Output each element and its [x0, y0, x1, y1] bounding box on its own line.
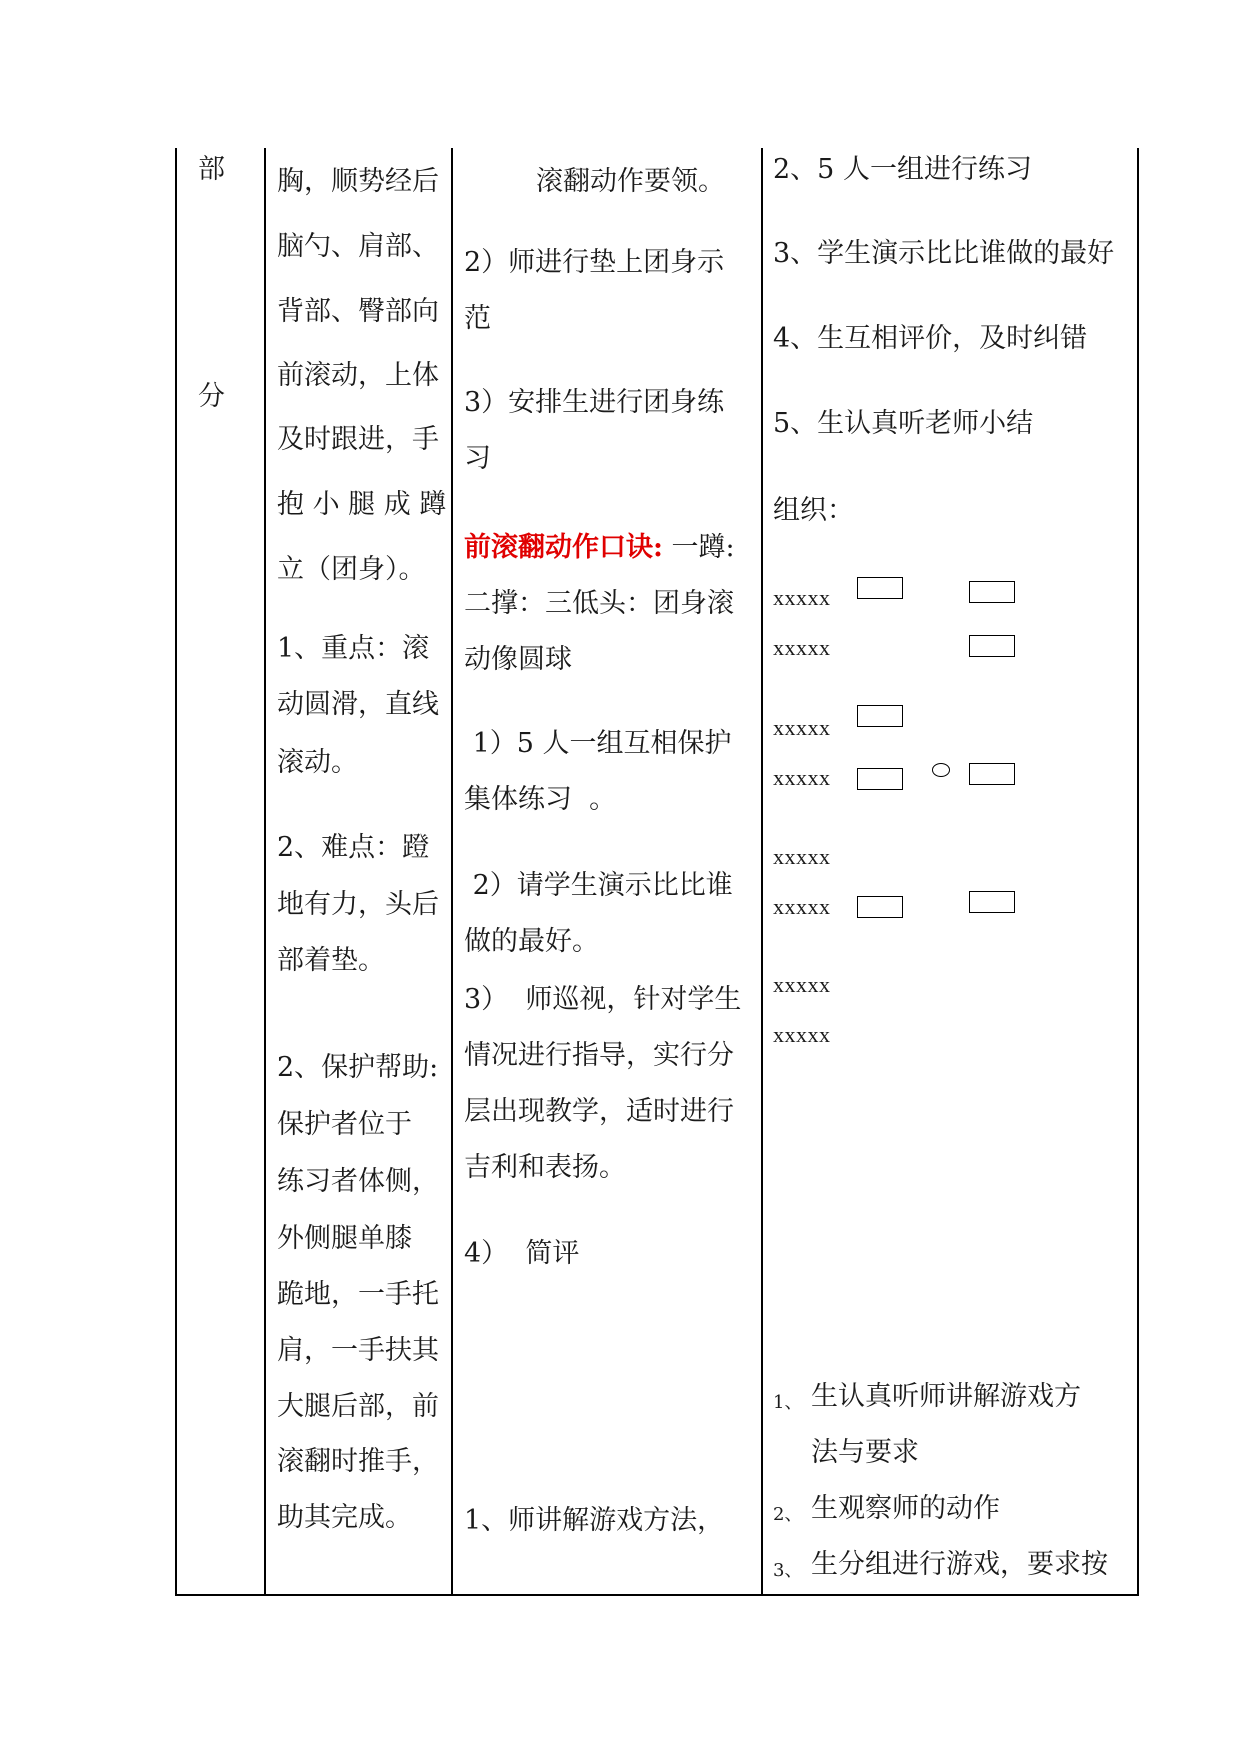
table-divider-3 — [761, 148, 763, 1596]
text-line: 5、生认真听老师小结 — [773, 408, 1034, 439]
key-point-heading: 1、重点：滚 — [277, 633, 430, 664]
table-border-right — [1137, 148, 1139, 1596]
text-line: 法与要求 — [811, 1437, 919, 1468]
mat-box — [857, 768, 903, 790]
mat-box — [969, 581, 1015, 603]
text-line: 立（团身）。 — [277, 554, 426, 585]
text-line: 3、学生演示比比谁做的最好 — [773, 238, 1115, 269]
difficulty-heading: 2、难点：蹬 — [277, 832, 430, 863]
text-line: 3） 师巡视，针对学生 — [464, 984, 742, 1015]
text-line: 情况进行指导，实行分 — [464, 1040, 734, 1071]
table-border-left — [175, 148, 177, 1596]
text-line: 动像圆球 — [464, 644, 572, 675]
text-line: 滚翻动作要领。 — [536, 166, 725, 197]
mat-box — [857, 577, 903, 599]
student-row: xxxxx — [773, 844, 831, 869]
student-row: xxxxx — [773, 715, 831, 740]
text-line: 习 — [464, 443, 491, 474]
student-row: xxxxx — [773, 972, 831, 997]
text-line: 外侧腿单膝 — [277, 1223, 412, 1254]
mnemonic-text: 一蹲: — [662, 532, 735, 563]
list-number: 2、 — [773, 1504, 803, 1525]
text-line: 二撑：三低头：团身滚 — [464, 588, 734, 619]
text-line: 及时跟进，手 — [277, 424, 439, 455]
section-char-bu: 部 — [198, 154, 225, 185]
mnemonic-line — [464, 533, 735, 563]
list-number: 1、 — [773, 1392, 803, 1413]
table-divider-2 — [451, 148, 453, 1596]
text-line: 脑勺、肩部、 — [277, 231, 439, 262]
list-number: 3、 — [773, 1560, 803, 1581]
student-row: xxxxx — [773, 1022, 831, 1047]
mat-box — [857, 705, 903, 727]
text-line: 3）安排生进行团身练 — [464, 387, 725, 418]
text-line: 2）请学生演示比比谁 — [464, 870, 733, 901]
text-line: 1）5 人一组互相保护 — [464, 728, 732, 759]
text-line: 抱 小 腿 成 蹲 — [277, 489, 447, 520]
table-divider-1 — [264, 148, 266, 1596]
protection-heading: 2、保护帮助: — [277, 1052, 439, 1083]
text-line: 胸，顺势经后 — [277, 166, 439, 197]
text-line: 部着垫。 — [277, 945, 385, 976]
text-line: 生认真听师讲解游戏方 — [811, 1381, 1081, 1412]
text-line: 滚翻时推手， — [277, 1446, 439, 1477]
text-line: 保护者位于 — [277, 1109, 412, 1140]
mat-box — [969, 763, 1015, 785]
section-char-fen: 分 — [198, 381, 225, 412]
text-line: 集体练习 。 — [464, 784, 617, 815]
student-row: xxxxx — [773, 894, 831, 919]
text-line: 4、生互相评价，及时纠错 — [773, 323, 1088, 354]
text-line: 层出现教学，适时进行 — [464, 1096, 734, 1127]
mat-box — [857, 896, 903, 918]
text-line: 吉利和表扬。 — [464, 1152, 626, 1183]
text-line: 生观察师的动作 — [811, 1493, 1000, 1524]
text-line: 大腿后部，前 — [277, 1391, 439, 1422]
text-line: 练习者体侧， — [277, 1166, 439, 1197]
text-line: 1、师讲解游戏方法， — [464, 1505, 725, 1536]
student-row: xxxxx — [773, 585, 831, 610]
table-border-bottom — [175, 1594, 1139, 1596]
text-line: 2、5 人一组进行练习 — [773, 154, 1032, 185]
text-line: 地有力，头后 — [277, 889, 439, 920]
organization-label: 组织： — [773, 495, 854, 526]
text-line: 肩，一手扶其 — [277, 1335, 439, 1366]
text-line: 助其完成。 — [277, 1502, 412, 1533]
text-line: 背部、臀部向 — [277, 296, 439, 327]
mat-box — [969, 635, 1015, 657]
text-line: 4） 简评 — [464, 1238, 580, 1269]
student-row: xxxxx — [773, 635, 831, 660]
text-line: 2）师进行垫上团身示 — [464, 247, 725, 278]
teacher-position-marker — [932, 763, 950, 777]
text-line: 生分组进行游戏，要求按 — [811, 1549, 1108, 1580]
text-line: 前滚动，上体 — [277, 360, 439, 391]
text-line: 跪地，一手托 — [277, 1279, 439, 1310]
text-line: 动圆滑，直线 — [277, 689, 439, 720]
mnemonic-label: 前滚翻动作口诀: — [464, 532, 663, 563]
text-line: 做的最好。 — [464, 926, 599, 957]
student-row: xxxxx — [773, 765, 831, 790]
mat-box — [969, 891, 1015, 913]
text-line: 范 — [464, 303, 491, 334]
text-line: 滚动。 — [277, 747, 358, 778]
